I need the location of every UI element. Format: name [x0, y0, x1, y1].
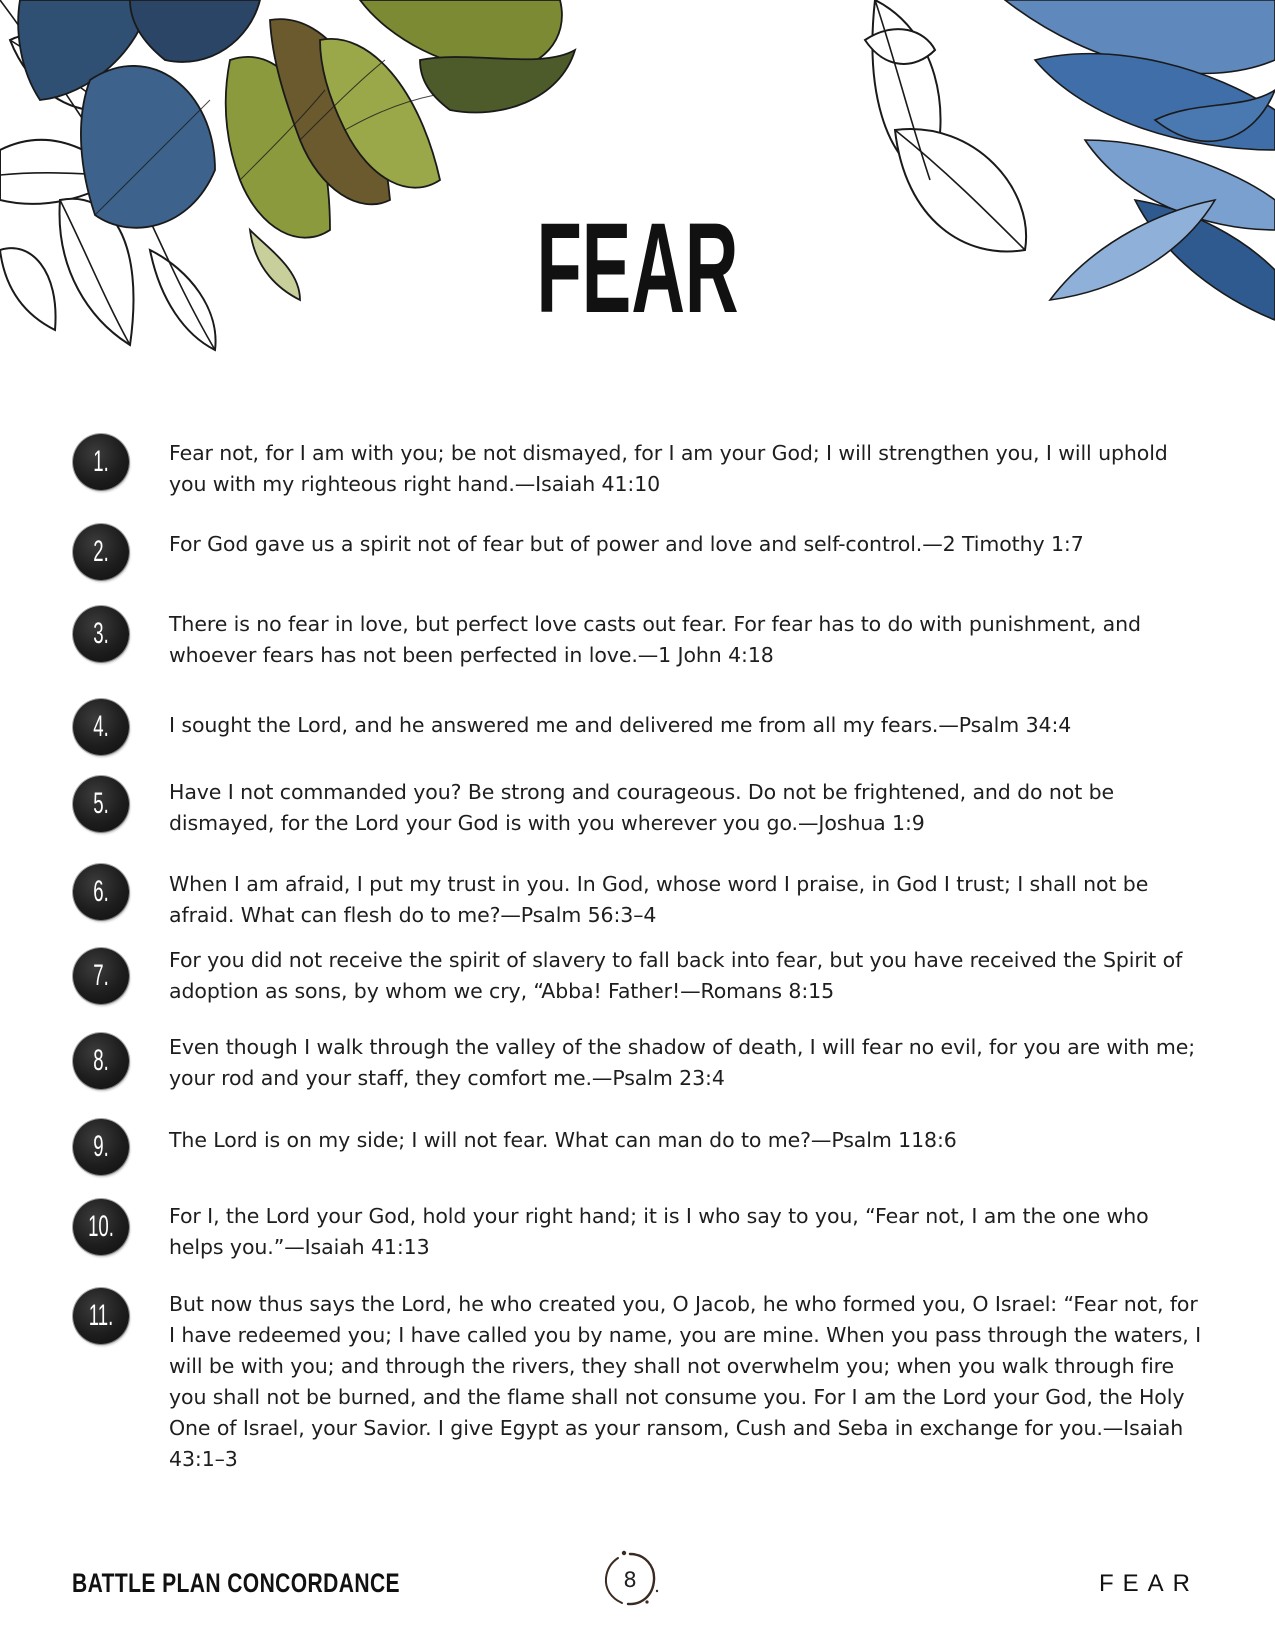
footer-book-title: BATTLE PLAN CONCORDANCE — [72, 1568, 400, 1598]
verse-number-badge: 1. — [73, 434, 129, 490]
verse-text: Fear not, for I am with you; be not dismayed, for I am your God; I will strengthen you, I will uphold you with my righteous right hand.—Isaiah 41:10 — [169, 441, 1168, 496]
verse-number-badge: 5. — [73, 776, 129, 832]
verse-number-badge: 4. — [73, 699, 129, 755]
verse-text: For God gave us a spirit not of fear but of power and love and self-control.—2 Timothy 1:7 — [169, 532, 1084, 556]
verse-number-badge: 6. — [73, 864, 129, 920]
verse-text: For I, the Lord your God, hold your right hand; it is I who say to you, “Fear not, I am the one who helps you.”—Isaiah 41:13 — [169, 1204, 1149, 1259]
verse-number-badge: 2. — [73, 524, 129, 580]
verse-number-badge: 3. — [73, 606, 129, 662]
verse-text: I sought the Lord, and he answered me and delivered me from all my fears.—Psalm 34:4 — [169, 713, 1072, 737]
verse-number-badge: 8. — [73, 1033, 129, 1089]
verse-text: For you did not receive the spirit of slavery to fall back into fear, but you have received the Spirit of adoption as sons, by whom we cry, “Abba! Father!—Romans 8:15 — [169, 948, 1183, 1003]
verse-text: The Lord is on my side; I will not fear. What can man do to me?—Psalm 118:6 — [169, 1128, 957, 1152]
verse-number-badge: 9. — [73, 1119, 129, 1175]
page-title: FEAR — [536, 197, 739, 340]
verse-number-badge: 11. — [73, 1288, 129, 1344]
footer-chapter-title: FEAR — [1098, 1570, 1199, 1597]
verse-text: Have I not commanded you? Be strong and courageous. Do not be frightened, and do not be dismayed, for the Lord your God is with you wherever you go.—Joshua 1:9 — [169, 780, 1115, 835]
verse-text: Even though I walk through the valley of the shadow of death, I will fear no evil, for you are with me; your rod and your staff, they comfort me.—Psalm 23:4 — [169, 1035, 1196, 1090]
verse-number-badge: 7. — [73, 948, 129, 1004]
verse-text: There is no fear in love, but perfect love casts out fear. For fear has to do with punishment, and whoever fears has not been perfected in love.—1 John 4:18 — [169, 612, 1141, 667]
verse-number-badge: 10. — [73, 1199, 129, 1255]
verse-text: When I am afraid, I put my trust in you. In God, whose word I praise, in God I trust; I shall not be afraid. What can flesh do to me?—Psalm 56:3–4 — [169, 872, 1149, 927]
verse-text: But now thus says the Lord, he who created you, O Jacob, he who formed you, O Israel: “Fear not, for I have redeemed you; I have called you by name, you are mine. When you pass through the waters, I will be with you; and through the rivers, they shall not overwhelm you; when you walk through fire you shall not be burned, and the flame shall not consume you. For I am the Lord your God, the Holy One of Israel, your Savior. I give Egypt as your ransom, Cush and Seba in exchange for you.—Isaiah 43:1–3 — [169, 1292, 1202, 1471]
page-number: 8 — [597, 1547, 663, 1613]
